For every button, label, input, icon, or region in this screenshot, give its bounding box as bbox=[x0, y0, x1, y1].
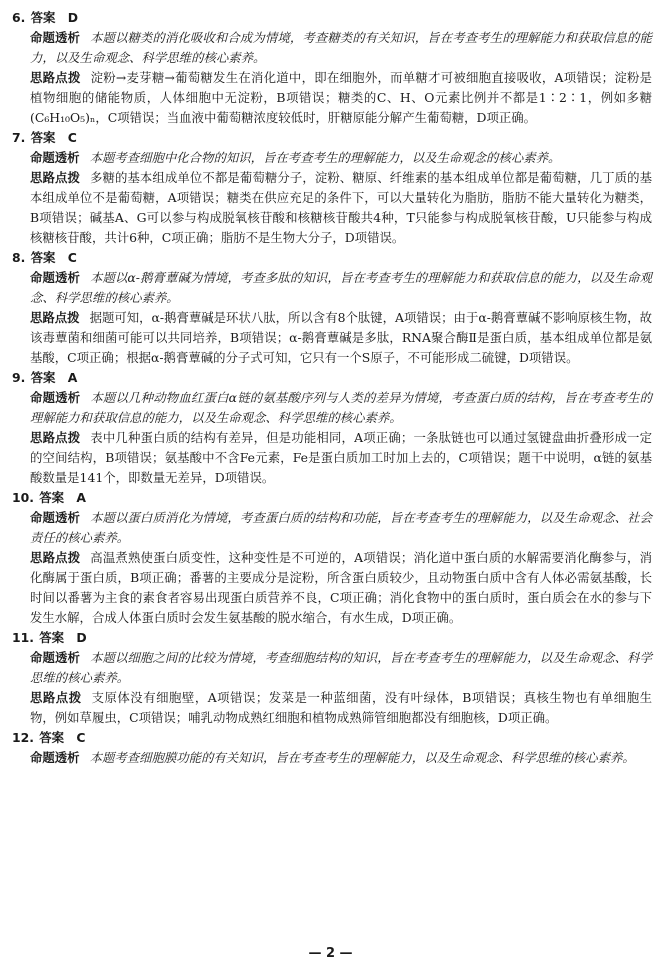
question-number: 11. bbox=[12, 630, 34, 645]
question-12 bbox=[12, 728, 652, 768]
hint-text: 多糖的基本组成单位不都是葡萄糖分子，淀粉、糖原、纤维素的基本组成单位都是葡萄糖，几丁质的基本组成单位不是葡萄糖，A项错误；糖类在供应充足的条件下，可以大量转化为脂肪，脂肪不能大量转化为糖类，B项错误；碱基A、G可以参与构成脱氧核苷酸和核糖核苷酸共4种，T只能参与构成脱氧核苷酸，U只能参与构成核糖核苷酸，共计6种，C项正确；脂肪不是生物大分子，D项错误。 bbox=[30, 170, 653, 245]
hint-text: 支原体没有细胞壁，A项错误；发菜是一种蓝细菌，没有叶绿体，B项错误；真核生物也有单细胞生物，例如草履虫，C项错误；哺乳动物成熟红细胞和植物成熟筛管细胞都没有细胞核，D项正确。 bbox=[30, 690, 652, 725]
answer-label: 答案 bbox=[39, 730, 65, 745]
answer-letter: D bbox=[67, 10, 79, 25]
hint-label: 思路点拨 bbox=[30, 690, 82, 705]
answer-label: 答案 bbox=[30, 370, 56, 385]
answer-label: 答案 bbox=[30, 10, 56, 25]
question-number: 9. bbox=[12, 370, 26, 385]
hint-label: 思路点拨 bbox=[30, 70, 81, 85]
question-9 bbox=[12, 368, 652, 488]
answer-letter: D bbox=[76, 630, 87, 645]
analysis-text: 本题以细胞之间的比较为情境，考查细胞结构的知识，旨在考查考生的理解能力，以及生命观念、科学思维的核心素养。 bbox=[30, 650, 653, 685]
hint-paragraph bbox=[30, 688, 652, 728]
question-number: 7. bbox=[12, 130, 26, 145]
hint-text: 淀粉→麦芽糖→葡萄糖发生在消化道中，即在细胞外，而单糖才可被细胞直接吸收，A项错误；淀粉是植物细胞的储能物质，人体细胞中无淀粉，B项错误；糖类的C、H、O元素比例并不都是1∶2∶1，例如多糖(C₆H₁₀O₅)ₙ，C项错误；当血液中葡萄糖浓度较低时，肝糖原能分解产生葡萄糖，D项正确。 bbox=[30, 70, 652, 125]
question-11 bbox=[12, 628, 652, 728]
analysis-paragraph bbox=[30, 268, 652, 308]
answer-label: 答案 bbox=[39, 490, 65, 505]
analysis-paragraph bbox=[30, 648, 652, 688]
answer-letter: A bbox=[76, 490, 86, 505]
answer-label: 答案 bbox=[30, 250, 56, 265]
analysis-label: 命题透析 bbox=[30, 510, 80, 525]
answer-letter: C bbox=[67, 130, 77, 145]
answer-line bbox=[12, 628, 652, 648]
analysis-text: 本题考查细胞中化合物的知识，旨在考查考生的理解能力，以及生命观念的核心素养。 bbox=[89, 150, 561, 165]
analysis-label: 命题透析 bbox=[30, 270, 80, 285]
hint-paragraph bbox=[30, 548, 652, 628]
hint-label: 思路点拨 bbox=[30, 310, 80, 325]
question-number: 6. bbox=[12, 10, 26, 25]
analysis-label: 命题透析 bbox=[30, 150, 80, 165]
analysis-text: 本题以α-鹅膏蕈碱为情境，考查多肽的知识，旨在考查考生的理解能力和获取信息的能力，以及生命观念、科学思维的核心素养。 bbox=[30, 270, 652, 305]
question-7 bbox=[12, 128, 652, 248]
hint-label: 思路点拨 bbox=[30, 430, 81, 445]
analysis-paragraph bbox=[30, 748, 652, 768]
question-number: 10. bbox=[12, 490, 34, 505]
hint-text: 据题可知，α-鹅膏蕈碱是环状八肽，所以含有8个肽键，A项错误；由于α-鹅膏蕈碱不影响原核生物，故该毒蕈菌和细菌可能可以共同培养，B项错误；α-鹅膏蕈碱是多肽，RNA聚合酶Ⅱ是蛋白质，基本组成单位都是氨基酸，C项正确；根据α-鹅膏蕈碱的分子式可知，它只有一个S原子，不可能形成二硫键，D项错误。 bbox=[30, 310, 652, 365]
analysis-paragraph bbox=[30, 28, 652, 68]
answer-label: 答案 bbox=[30, 130, 56, 145]
answer-line bbox=[12, 8, 652, 28]
hint-paragraph bbox=[30, 168, 652, 248]
hint-label: 思路点拨 bbox=[30, 550, 81, 565]
answer-letter: A bbox=[67, 370, 78, 385]
question-10 bbox=[12, 488, 652, 628]
hint-paragraph bbox=[30, 308, 652, 368]
analysis-text: 本题以几种动物血红蛋白α链的氨基酸序列与人类的差异为情境，考查蛋白质的结构，旨在考查考生的理解能力和获取信息的能力，以及生命观念、科学思维的核心素养。 bbox=[30, 390, 653, 425]
question-number: 8. bbox=[12, 250, 26, 265]
answer-line bbox=[12, 368, 652, 388]
answer-content bbox=[12, 8, 652, 768]
hint-label: 思路点拨 bbox=[30, 170, 80, 185]
question-number: 12. bbox=[12, 730, 34, 745]
analysis-paragraph bbox=[30, 148, 652, 168]
question-8 bbox=[12, 248, 652, 368]
page-number: — 2 — bbox=[308, 946, 353, 961]
answer-letter: C bbox=[76, 730, 86, 745]
answer-line bbox=[12, 488, 652, 508]
analysis-paragraph bbox=[30, 508, 652, 548]
analysis-label: 命题透析 bbox=[30, 30, 80, 45]
answer-letter: C bbox=[67, 250, 77, 265]
hint-paragraph bbox=[30, 428, 652, 488]
analysis-text: 本题以蛋白质消化为情境，考查蛋白质的结构和功能，旨在考查考生的理解能力，以及生命观念、社会责任的核心素养。 bbox=[30, 510, 653, 545]
analysis-label: 命题透析 bbox=[30, 650, 80, 665]
question-6 bbox=[12, 8, 652, 128]
answer-line bbox=[12, 128, 652, 148]
answer-line bbox=[12, 728, 652, 748]
answer-line bbox=[12, 248, 652, 268]
answer-label: 答案 bbox=[39, 630, 65, 645]
analysis-label: 命题透析 bbox=[30, 390, 81, 405]
analysis-text: 本题考查细胞膜功能的有关知识，旨在考查考生的理解能力，以及生命观念、科学思维的核心素养。 bbox=[89, 750, 635, 765]
analysis-text: 本题以糖类的消化吸收和合成为情境，考查糖类的有关知识，旨在考查考生的理解能力和获取信息的能力，以及生命观念、科学思维的核心素养。 bbox=[30, 30, 653, 65]
hint-text: 高温煮熟使蛋白质变性，这种变性是不可逆的，A项错误；消化道中蛋白质的水解需要消化酶参与，消化酶属于蛋白质，B项正确；番薯的主要成分是淀粉，所含蛋白质较少，且动物蛋白质中含有人体必需氨基酸，长时间以番薯为主食的素食者容易出现蛋白质营养不良，C项正确；消化食物中的蛋白质时，蛋白质会在水的参与下发生水解，合成人体蛋白质时会发生氨基酸的脱水缩合，有水生成，D项正确。 bbox=[30, 550, 653, 625]
analysis-paragraph bbox=[30, 388, 652, 428]
hint-paragraph bbox=[30, 68, 652, 128]
hint-text: 表中几种蛋白质的结构有差异，但是功能相同，A项正确；一条肽链也可以通过氢键盘曲折叠形成一定的空间结构，B项错误；氨基酸中不含Fe元素，Fe是蛋白质加工时加上去的，C项错误；题干中说明，α链的氨基酸数量是141个，即数量无差异，D项错误。 bbox=[30, 430, 653, 485]
analysis-label: 命题透析 bbox=[30, 750, 80, 765]
